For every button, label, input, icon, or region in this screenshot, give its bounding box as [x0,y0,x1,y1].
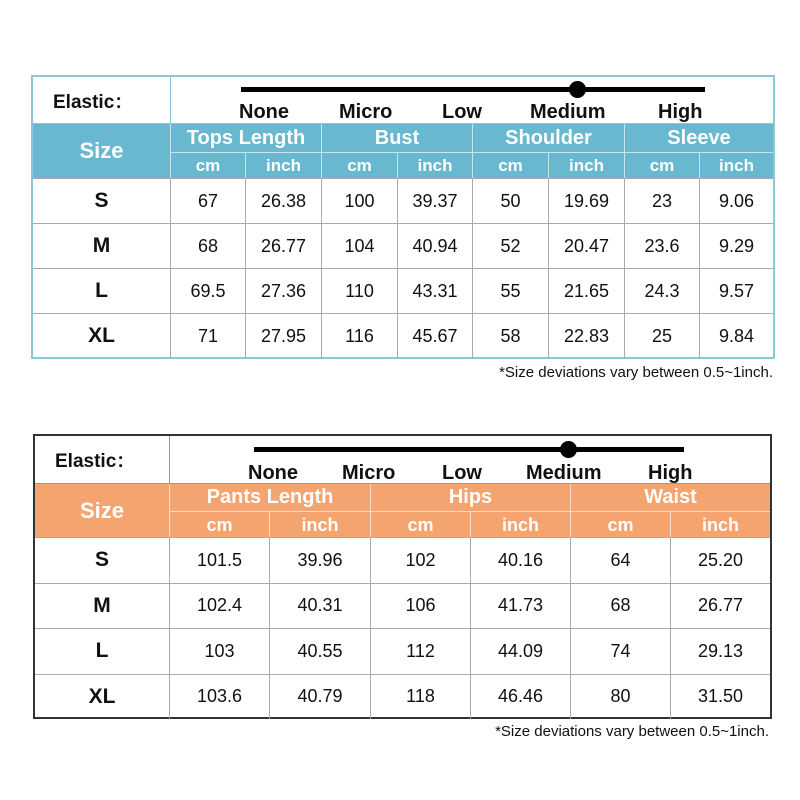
table-cell: 46.46 [471,675,571,720]
table-cell: 9.57 [718,280,755,301]
table-cell: 19.69 [549,179,625,223]
elastic-level-micro: Micro [342,462,396,484]
table-cell: 45.67 [398,314,473,358]
group-header-bust: Bust [322,124,473,152]
elastic-indicator-dot [560,441,577,458]
elastic-level-high: High [648,462,693,484]
table-cell: 9.84 [718,325,755,346]
elastic-scale [171,77,773,123]
table-cell: 55 [473,269,549,313]
unit-header: inch [719,155,754,175]
elastic-level-low: Low [442,462,482,484]
unit-header: cm [322,153,398,178]
table-cell: 20.47 [549,224,625,268]
group-header-waist: Waist [644,486,697,508]
table-row [35,674,770,720]
elastic-scale-bar [241,87,705,92]
table-row [33,313,773,358]
table-cell: 80 [571,675,671,720]
table-cell: 27.95 [246,314,322,358]
unit-header: cm [473,153,549,178]
group-header-shoulder: Shoulder [473,124,625,152]
unit-header: cm [371,512,471,538]
table-row [33,268,773,313]
table-header [33,124,773,178]
table-cell: 110 [322,269,398,313]
size-deviation-note: *Size deviations vary between 0.5~1inch. [499,364,773,381]
elastic-level-low: Low [442,101,482,123]
unit-header: cm [625,153,700,178]
table-cell: 40.79 [270,675,371,720]
table-cell: 68 [571,584,671,629]
table-cell: 112 [371,629,471,674]
unit-header: inch [471,512,571,538]
table-cell: 71 [171,314,246,358]
elastic-level-medium: Medium [530,101,606,123]
table-cell: 23 [625,179,700,223]
unit-header: inch [270,512,371,538]
pants-size-table [33,434,772,719]
elastic-level-none: None [248,462,298,484]
elastic-row [33,77,773,124]
table-cell: 9.29 [718,235,755,256]
elastic-row [35,436,770,484]
size-header: Size [33,124,171,178]
size-label: XL [33,314,171,358]
size-deviation-note: *Size deviations vary between 0.5~1inch. [495,723,769,740]
size-label: S [35,538,170,583]
elastic-label: Elastic： [33,77,171,123]
table-cell: 26.77 [697,595,744,616]
table-cell: 101.5 [170,538,270,583]
elastic-scale-bar [254,447,684,452]
table-cell: 102 [371,538,471,583]
table-row [33,223,773,268]
table-cell: 52 [473,224,549,268]
unit-header: inch [701,514,739,535]
unit-header: inch [246,153,322,178]
size-label: L [33,269,171,313]
group-header-hips: Hips [371,484,571,511]
table-row [33,178,773,223]
table-cell: 29.13 [697,640,744,661]
table-cell: 43.31 [398,269,473,313]
table-cell: 69.5 [171,269,246,313]
table-cell: 44.09 [471,629,571,674]
table-cell: 64 [571,538,671,583]
unit-header: cm [171,153,246,178]
table-cell: 21.65 [549,269,625,313]
table-cell: 26.38 [246,179,322,223]
size-label: L [35,629,170,674]
table-cell: 26.77 [246,224,322,268]
group-header-sleeve: Sleeve [667,126,731,149]
table-cell: 103 [170,629,270,674]
table-cell: 67 [171,179,246,223]
unit-header: cm [571,512,671,538]
elastic-level-medium: Medium [526,462,602,484]
table-cell: 40.55 [270,629,371,674]
table-cell: 40.31 [270,584,371,629]
table-cell: 39.96 [270,538,371,583]
tops-size-table [31,75,775,359]
elastic-level-high: High [658,101,703,123]
table-cell: 106 [371,584,471,629]
table-cell: 22.83 [549,314,625,358]
table-header [35,484,770,537]
table-cell: 116 [322,314,398,358]
table-cell: 39.37 [398,179,473,223]
table-row [35,628,770,674]
table-cell: 41.73 [471,584,571,629]
size-label: M [33,224,171,268]
table-cell: 68 [171,224,246,268]
table-cell: 50 [473,179,549,223]
size-label: XL [35,675,170,720]
table-cell: 104 [322,224,398,268]
unit-header: inch [549,153,625,178]
unit-header: inch [398,153,473,178]
table-cell: 23.6 [625,224,700,268]
table-cell: 58 [473,314,549,358]
table-cell: 27.36 [246,269,322,313]
table-cell: 74 [571,629,671,674]
table-cell: 103.6 [170,675,270,720]
elastic-level-none: None [239,101,289,123]
unit-header: cm [170,512,270,538]
group-header-tops-length: Tops Length [171,124,322,152]
table-cell: 24.3 [625,269,700,313]
table-row [35,583,770,629]
elastic-scale [170,436,770,483]
table-cell: 31.50 [697,686,744,707]
table-cell: 118 [371,675,471,720]
table-cell: 40.94 [398,224,473,268]
elastic-indicator-dot [569,81,586,98]
table-row [35,537,770,583]
size-label: S [33,179,171,223]
table-cell: 25.20 [697,549,744,570]
table-cell: 102.4 [170,584,270,629]
elastic-level-micro: Micro [339,101,393,123]
elastic-label: Elastic： [35,436,170,483]
table-cell: 40.16 [471,538,571,583]
table-cell: 100 [322,179,398,223]
size-header: Size [35,484,170,537]
table-cell: 9.06 [718,190,755,211]
group-header-pants-length: Pants Length [170,484,371,511]
size-label: M [35,584,170,629]
table-cell: 25 [625,314,700,358]
